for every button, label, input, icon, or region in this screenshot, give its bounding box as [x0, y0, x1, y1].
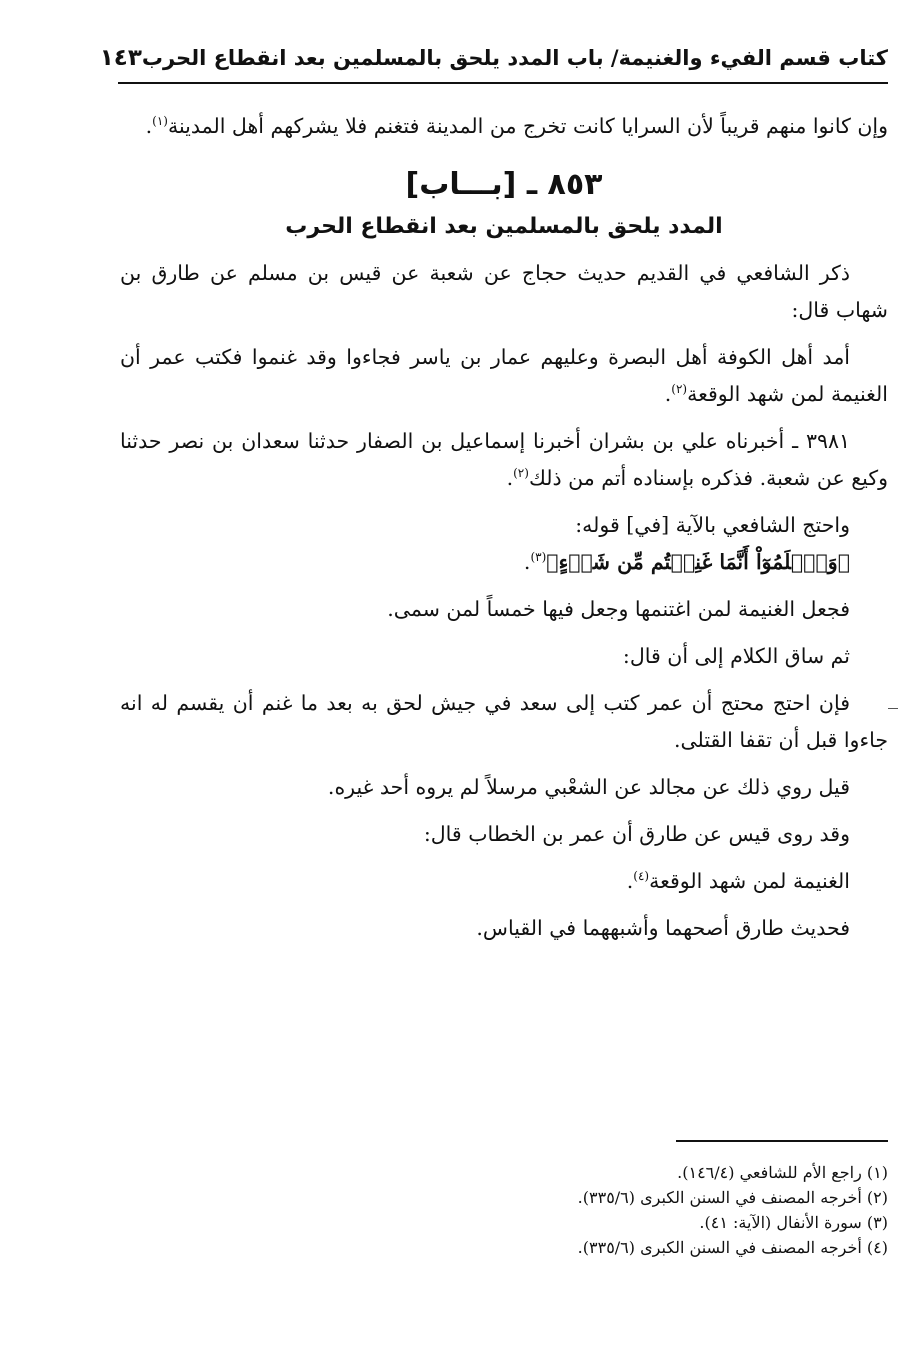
header-title: كتاب قسم الفيء والغنيمة/ باب المدد يلحق بالمسلمين بعد انقطاع الحرب [141, 46, 888, 70]
footnotes [300, 1160, 888, 1260]
paragraph-hadith-3981: ٣٩٨١ ـ أخبرناه علي بن بشران أخبرنا إسماعيل بن الصفار حدثنا سعدان بن نصر حدثنا وكيع عن شعبة. فذكره بإسناده أتم من ذلك$^{(٢)}$. [120, 429, 888, 490]
footnote-ref-4: (٤) [633, 869, 650, 884]
page-number: ١٤٣ [99, 45, 142, 71]
paragraph-continuation: وإن كانوا منهم قريباً لأن السرايا كانت تخرج من المدينة فتغنم فلا يشركهم أهل المدينة$^{(١)}$. [145, 114, 888, 138]
footnote-ref-2b: (٢) [513, 466, 529, 481]
paragraph-transition: ثم ساق الكلام إلى أن قال: [622, 644, 850, 668]
quran-verse: ﴿وَٱعۡلَمُوٓاْ أَنَّمَا غَنِمۡتُم مِّن شَيۡءٍ﴾$^{(٣)}$. [523, 550, 850, 574]
footnote-ref-1: (١) [152, 114, 168, 129]
margin-mark [888, 708, 898, 709]
paragraph-conclusion: فحديث طارق أصحهما وأشبههما في القياس. [476, 916, 850, 940]
paragraph-response: قيل روي ذلك عن مجالد عن الشعْبي مرسلاً لم يروه أحد غيره. [327, 775, 850, 799]
paragraph-argument: واحتج الشافعي بالآية [في] قوله: [575, 513, 850, 537]
footnote-ref-2: (٢) [671, 382, 688, 397]
paragraph-narration: أمد أهل الكوفة أهل البصرة وعليهم عمار بن ياسر فجاءوا وقد غنموا فكتب عمر أن الغنيمة لمن شهد الوقعة$^{(٢)}$. [120, 345, 888, 406]
running-header [99, 38, 888, 78]
paragraph-objection: فإن احتج محتج أن عمر كتب إلى سعد في جيش لحق به بعد ما غنم أن يقسم له انه جاءوا قبل أن تقفا القتلى. [120, 691, 888, 752]
footnote-ref-3: (٣) [530, 550, 547, 565]
footnote-item: (٤) أخرجه المصنف في السنن الكبرى (٣٣٥/٦). [577, 1238, 888, 1257]
chapter-heading [120, 163, 888, 247]
paragraph-isnad: ذكر الشافعي في القديم حديث حجاج عن شعبة عن قيس بن مسلم عن طارق بن شهاب قال: [120, 261, 888, 322]
footnote-item: (٢) أخرجه المصنف في السنن الكبرى (٣٣٥/٦). [577, 1188, 888, 1207]
chapter-number: ٨٥٣ ـ [بـــاب] [405, 167, 603, 202]
main-text [120, 108, 888, 957]
footnote-item: (٣) سورة الأنفال (الآية: ٤١). [699, 1213, 888, 1232]
paragraph-quote: الغنيمة لمن شهد الوقعة$^{(٤)}$. [626, 869, 850, 893]
paragraph-ruling: فجعل الغنيمة لمن اغتنمها وجعل فيها خمساً لمن سمى. [387, 597, 850, 621]
footnote-item: (١) راجع الأم للشافعي (١٤٦/٤). [677, 1163, 888, 1182]
footnote-divider [676, 1140, 888, 1142]
paragraph-qays-narration: وقد روى قيس عن طارق أن عمر بن الخطاب قال: [423, 822, 850, 846]
header-divider [118, 82, 888, 84]
chapter-title: المدد يلحق بالمسلمين بعد انقطاع الحرب [285, 214, 723, 239]
